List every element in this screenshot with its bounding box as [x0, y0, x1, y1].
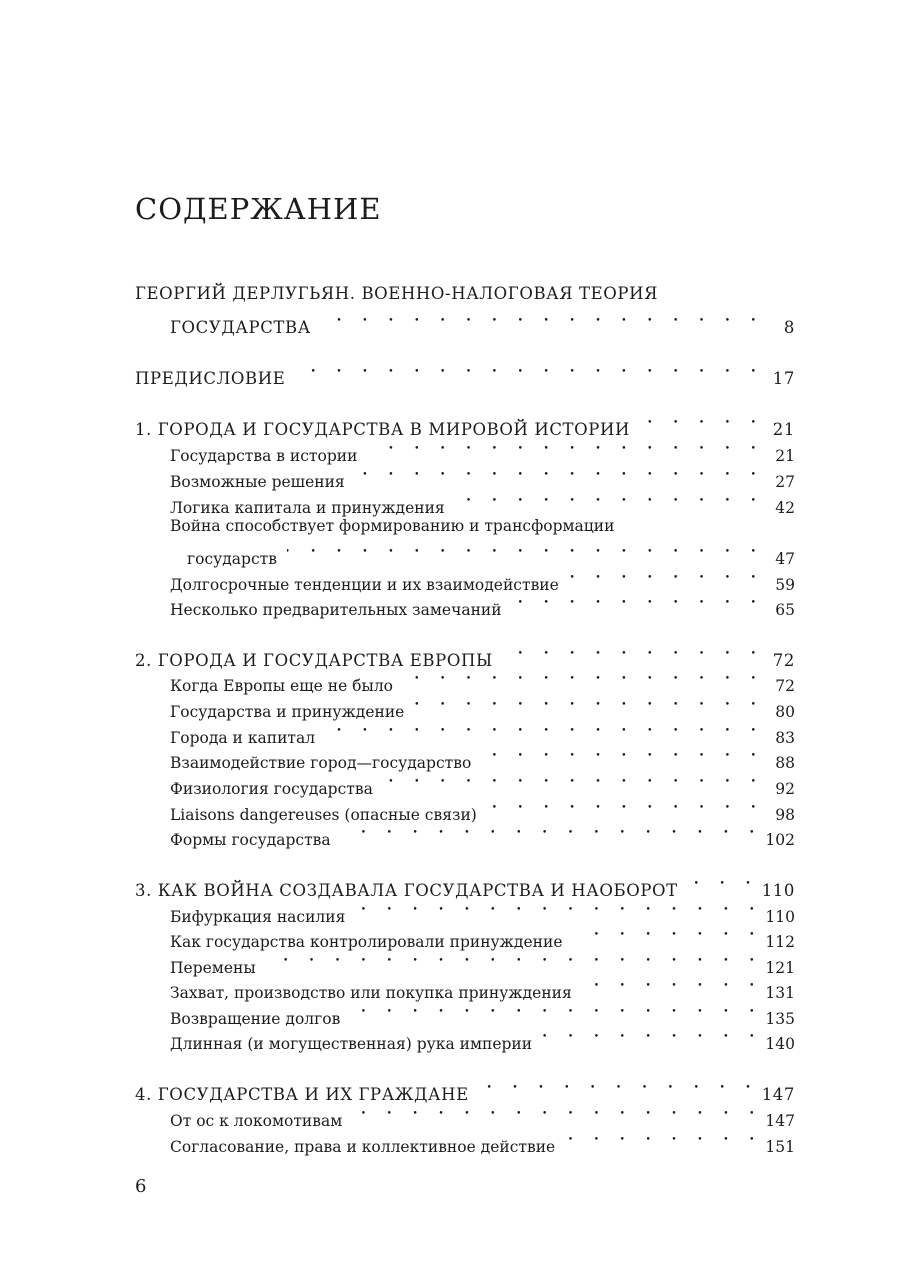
- dot-leader: [325, 717, 759, 743]
- toc-page-number: 17: [772, 369, 795, 388]
- toc-page-number: 27: [775, 473, 795, 491]
- toc-page-number: 88: [775, 754, 795, 772]
- dot-leader: [640, 409, 759, 435]
- dot-leader: [503, 640, 759, 666]
- toc-page-number: 92: [775, 780, 795, 798]
- toc-entry-section[interactable]: [170, 513, 795, 539]
- toc-page-number: 140: [765, 1035, 795, 1053]
- dot-leader: [403, 665, 759, 691]
- toc-page-number: 147: [761, 1085, 795, 1104]
- dot-leader: [355, 896, 757, 922]
- page-number: 6: [135, 1176, 147, 1197]
- toc-page-number: 65: [775, 601, 795, 619]
- toc-entry-section[interactable]: [170, 589, 795, 619]
- dot-leader: [383, 768, 759, 794]
- toc-entry-section[interactable]: [170, 435, 795, 465]
- toc-entry-foreword-author[interactable]: [135, 281, 795, 307]
- toc-page-number: 131: [765, 984, 795, 1002]
- toc-entry-section[interactable]: [170, 998, 795, 1028]
- toc-page-number: 112: [765, 933, 795, 951]
- dot-leader: [479, 1074, 754, 1100]
- dot-leader: [287, 538, 759, 564]
- toc-entry-title: 3. КАК ВОЙНА СОЗДАВАЛА ГОСУДАРСТВА И НАОБОРОТ: [135, 881, 678, 900]
- toc-entry-chapter-2[interactable]: [135, 640, 795, 670]
- toc-entry-title: Liaisons dangereuses (опасные связи): [170, 806, 477, 824]
- toc-entry-title: Возвращение долгов: [170, 1010, 341, 1028]
- toc-entry-title: 4. ГОСУДАРСТВА И ИХ ГРАЖДАНЕ: [135, 1085, 469, 1104]
- toc-entry-title: Формы государства: [170, 831, 331, 849]
- dot-leader: [487, 794, 759, 820]
- toc-page-number: 8: [783, 318, 795, 337]
- dot-leader: [565, 1126, 757, 1152]
- dot-leader: [542, 1023, 757, 1049]
- dot-leader: [355, 461, 759, 487]
- dot-leader: [350, 998, 757, 1024]
- toc-page-number: 121: [765, 959, 795, 977]
- toc-page-number: 21: [775, 447, 795, 465]
- toc-entry-chapter-1[interactable]: [135, 409, 795, 439]
- toc-entry-section-cont[interactable]: [187, 538, 795, 568]
- toc-entry-title: Государства в истории: [170, 447, 358, 465]
- toc-entry-title: Бифуркация насилия: [170, 908, 346, 926]
- toc-page-number: 135: [765, 1010, 795, 1028]
- toc-entry-section[interactable]: [170, 461, 795, 491]
- toc-entry-title: ГОСУДАРСТВА: [170, 318, 311, 337]
- toc-page-number: 151: [765, 1138, 795, 1156]
- toc-entry-title: Война способствует формированию и трансформации: [170, 517, 615, 535]
- toc-entry-section[interactable]: [170, 487, 795, 517]
- toc-entry-title: Взаимодействие город—государство: [170, 754, 472, 772]
- toc-entry-section[interactable]: [170, 896, 795, 926]
- dot-leader: [569, 564, 759, 590]
- dot-leader: [321, 307, 759, 333]
- dot-leader: [266, 947, 758, 973]
- toc-page-number: 80: [775, 703, 795, 721]
- toc-entry-section[interactable]: [170, 794, 795, 824]
- toc-entry-title: 1. ГОРОДА И ГОСУДАРСТВА В МИРОВОЙ ИСТОРИИ: [135, 420, 630, 439]
- toc-page-number: 98: [775, 806, 795, 824]
- toc-entry-section[interactable]: [170, 1100, 795, 1130]
- toc-entry-title: Физиология государства: [170, 780, 373, 798]
- toc-entry-title: Государства и принуждение: [170, 703, 405, 721]
- dot-leader: [582, 972, 758, 998]
- toc-entry-section[interactable]: [170, 1126, 795, 1156]
- toc-entry-section[interactable]: [170, 921, 795, 951]
- toc-entry-title: Возможные решения: [170, 473, 345, 491]
- toc-page-number: 42: [775, 499, 795, 517]
- toc-entry-section[interactable]: [170, 972, 795, 1002]
- toc-page-number: 110: [761, 881, 795, 900]
- dot-leader: [573, 921, 758, 947]
- toc-entry-section[interactable]: [170, 947, 795, 977]
- toc-page-number: 110: [765, 908, 795, 926]
- toc-entry-title: ГЕОРГИЙ ДЕРЛУГЬЯН. ВОЕННО-НАЛОГОВАЯ ТЕОРИЯ: [135, 284, 659, 303]
- toc-entry-foreword-author-cont[interactable]: [170, 307, 795, 337]
- dot-leader: [688, 870, 754, 896]
- toc-entry-title: Перемены: [170, 959, 256, 977]
- dot-leader: [455, 487, 759, 513]
- toc-page-number: 83: [775, 729, 795, 747]
- dot-leader: [481, 742, 759, 768]
- toc-entry-title: Долгосрочные тенденции и их взаимодействие: [170, 576, 559, 594]
- toc-entry-section[interactable]: [170, 1023, 795, 1053]
- toc-entry-section[interactable]: [170, 742, 795, 772]
- toc-entry-preface[interactable]: [135, 358, 795, 388]
- toc-page-number: 47: [775, 550, 795, 568]
- toc-entry-title: Города и капитал: [170, 729, 316, 747]
- toc-entry-title: Когда Европы еще не было: [170, 677, 394, 695]
- toc-entry-title: Длинная (и могущественная) рука империи: [170, 1035, 533, 1053]
- toc-entry-section[interactable]: [170, 717, 795, 747]
- toc-entry-section[interactable]: [170, 691, 795, 721]
- toc-page-number: 72: [772, 651, 795, 670]
- dot-leader: [352, 1100, 757, 1126]
- toc-entry-title: Захват, производство или покупка принуждения: [170, 984, 572, 1002]
- toc-entry-chapter-4[interactable]: [135, 1074, 795, 1104]
- toc-page-number: 102: [765, 831, 795, 849]
- page-title: СОДЕРЖАНИЕ: [135, 192, 382, 226]
- table-of-contents: [135, 0, 795, 1280]
- toc-page-number: 147: [765, 1112, 795, 1130]
- toc-page-number: 72: [775, 677, 795, 695]
- toc-entry-section[interactable]: [170, 665, 795, 695]
- toc-entry-title: Несколько предварительных замечаний: [170, 601, 502, 619]
- toc-entry-title: От ос к локомотивам: [170, 1112, 343, 1130]
- dot-leader: [367, 435, 759, 461]
- dot-leader: [295, 358, 759, 384]
- toc-page-number: 21: [772, 420, 795, 439]
- toc-entry-title: государств: [187, 550, 277, 568]
- toc-entry-title: 2. ГОРОДА И ГОСУДАРСТВА ЕВРОПЫ: [135, 651, 493, 670]
- toc-entry-title: Логика капитала и принуждения: [170, 499, 445, 517]
- toc-entry-section[interactable]: [170, 768, 795, 798]
- toc-entry-title: Согласование, права и коллективное действие: [170, 1138, 556, 1156]
- dot-leader: [414, 691, 759, 717]
- toc-entry-title: ПРЕДИСЛОВИЕ: [135, 369, 286, 388]
- toc-entry-chapter-3[interactable]: [135, 870, 795, 900]
- dot-leader: [341, 819, 758, 845]
- dot-leader: [512, 589, 759, 615]
- toc-page-number: 59: [775, 576, 795, 594]
- toc-entry-section[interactable]: [170, 819, 795, 849]
- toc-entry-title: Как государства контролировали принуждение: [170, 933, 563, 951]
- toc-entry-section[interactable]: [170, 564, 795, 594]
